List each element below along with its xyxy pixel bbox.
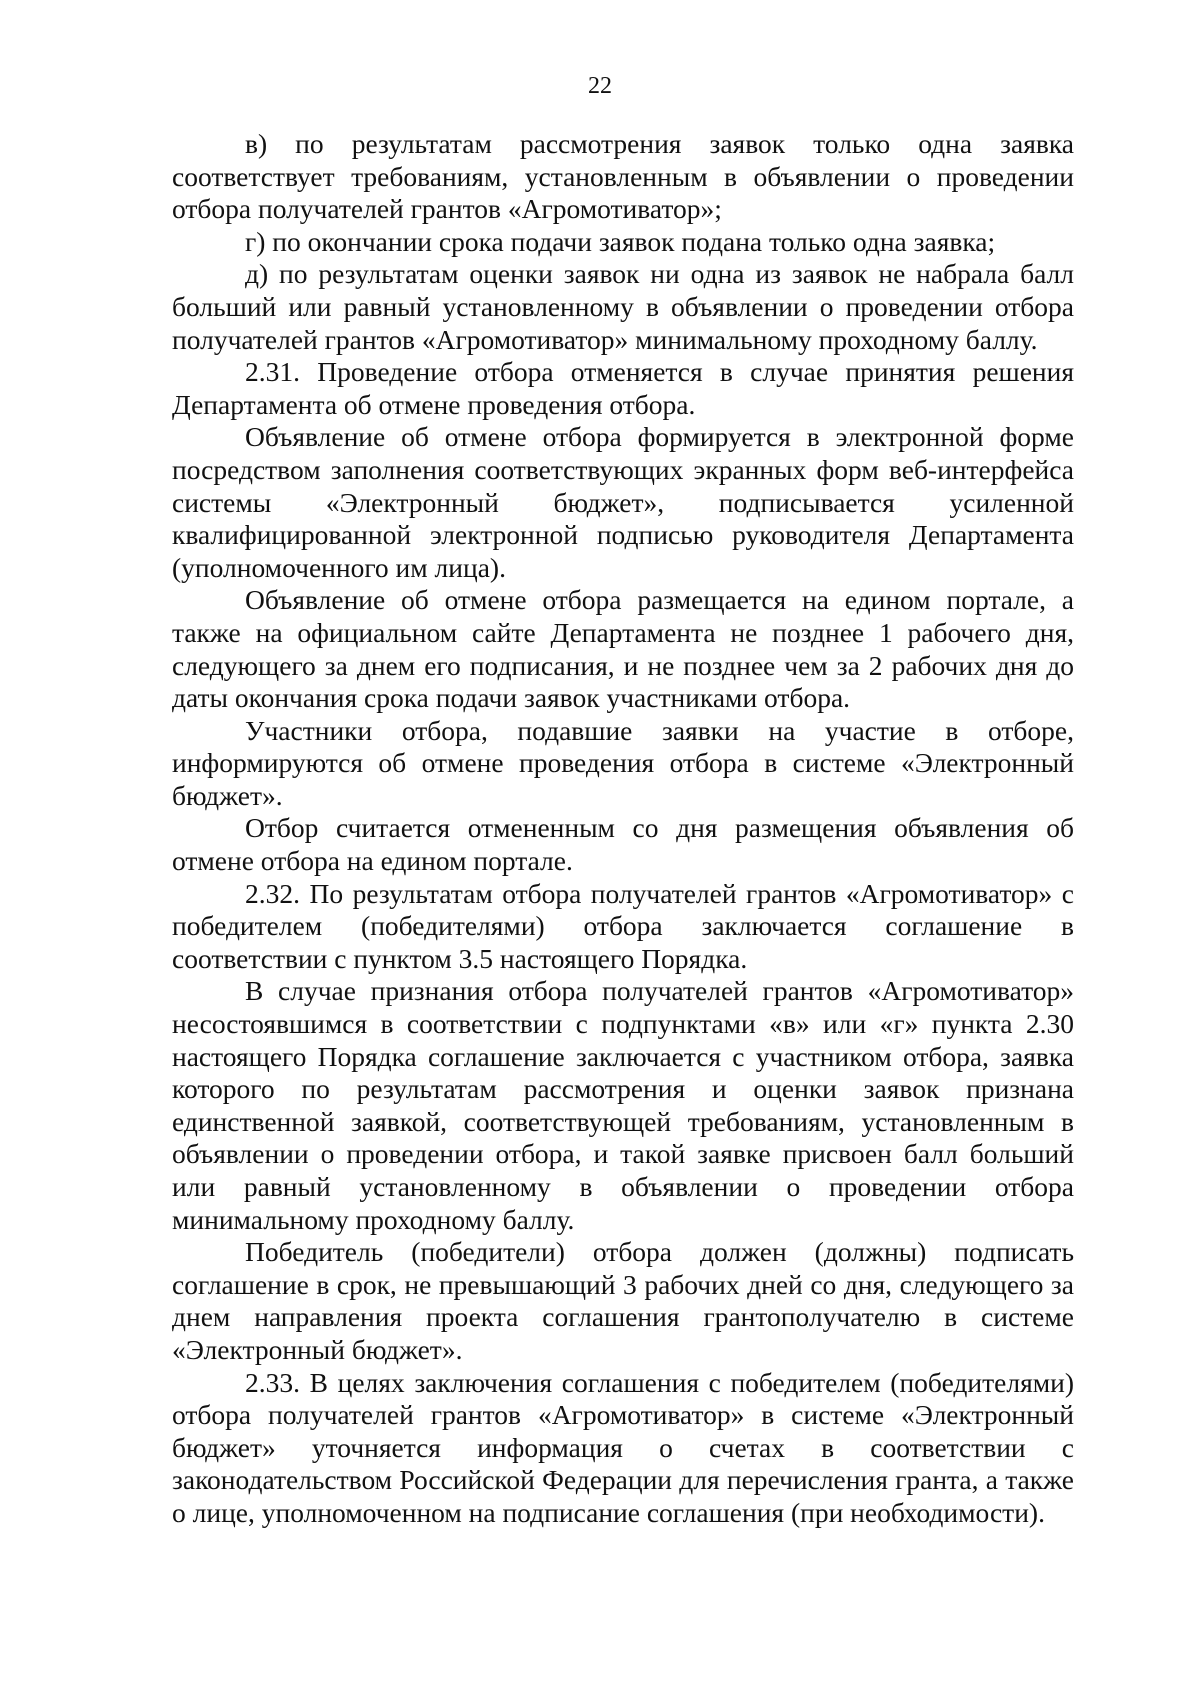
paragraph-cancellation-notice-form: Объявление об отмене отбора формируется в электронной форме посредством заполнения соответствующих экранных форм веб-интерфейса системы «Электронный бюджет», подписывается усиленной квалифицированной электронной подписью руководителя Департамента (уполномоченного им лица). xyxy=(172,421,1074,583)
page-number: 22 xyxy=(588,73,612,99)
paragraph-clause-2-32: 2.32. По результатам отбора получателей грантов «Агромотиватор» с победителем (победителями) отбора заключается соглашение в соответствии с пунктом 3.5 настоящего Порядка. xyxy=(172,877,1074,974)
document-body xyxy=(172,128,1074,1530)
paragraph-subitem-v: в) по результатам рассмотрения заявок только одна заявка соответствует требованиям, установленным в объявлении о проведении отбора получателей грантов «Агромотиватор»; xyxy=(172,128,1074,225)
paragraph-subitem-g: г) по окончании срока подачи заявок подана только одна заявка; xyxy=(245,225,996,257)
paragraph-selection-cancelled: Отбор считается отмененным со дня размещения объявления об отмене отбора на едином портале. xyxy=(172,812,1074,877)
paragraph-cancellation-notice-placement: Объявление об отмене отбора размещается на едином портале, а также на официальном сайте Департамента не позднее 1 рабочего дня, следующего за днем его подписания, и не позднее чем за 2 рабочих дня до даты окончания срока подачи заявок участниками отбора. xyxy=(172,584,1074,714)
paragraph-failed-selection-agreement: В случае признания отбора получателей грантов «Агромотиватор» несостоявшимся в соответствии с подпунктами «в» или «г» пункта 2.30 настоящего Порядка соглашение заключается с участником отбора, заявка которого по результатам рассмотрения и оценки заявок признана единственной заявкой, соответствующей требованиям, установленным в объявлении о проведении отбора, и такой заявке присвоен балл больший или равный установленному в объявлении о проведении отбора минимальному проходному баллу. xyxy=(172,975,1074,1235)
paragraph-clause-2-33: 2.33. В целях заключения соглашения с победителем (победителями) отбора получателей грантов «Агромотиватор» в системе «Электронный бюджет» уточняется информация о счетах в соответствии с законодательством Российской Федерации для перечисления гранта, а также о лице, уполномоченном на подписание соглашения (при необходимости). xyxy=(172,1366,1074,1528)
paragraph-clause-2-31: 2.31. Проведение отбора отменяется в случае принятия решения Департамента об отмене проведения отбора. xyxy=(172,356,1074,420)
paragraph-subitem-d: д) по результатам оценки заявок ни одна из заявок не набрала балл больший или равный установленному в объявлении о проведении отбора получателей грантов «Агромотиватор» минимальному проходному баллу. xyxy=(172,258,1074,355)
paragraph-participants-informed: Участники отбора, подавшие заявки на участие в отборе, информируются об отмене проведения отбора в системе «Электронный бюджет». xyxy=(172,714,1074,811)
paragraph-winner-signing: Победитель (победители) отбора должен (должны) подписать соглашение в срок, не превышающий 3 рабочих дней со дня, следующего за днем направления проекта соглашения грантополучателю в системе «Электронный бюджет». xyxy=(172,1236,1074,1365)
